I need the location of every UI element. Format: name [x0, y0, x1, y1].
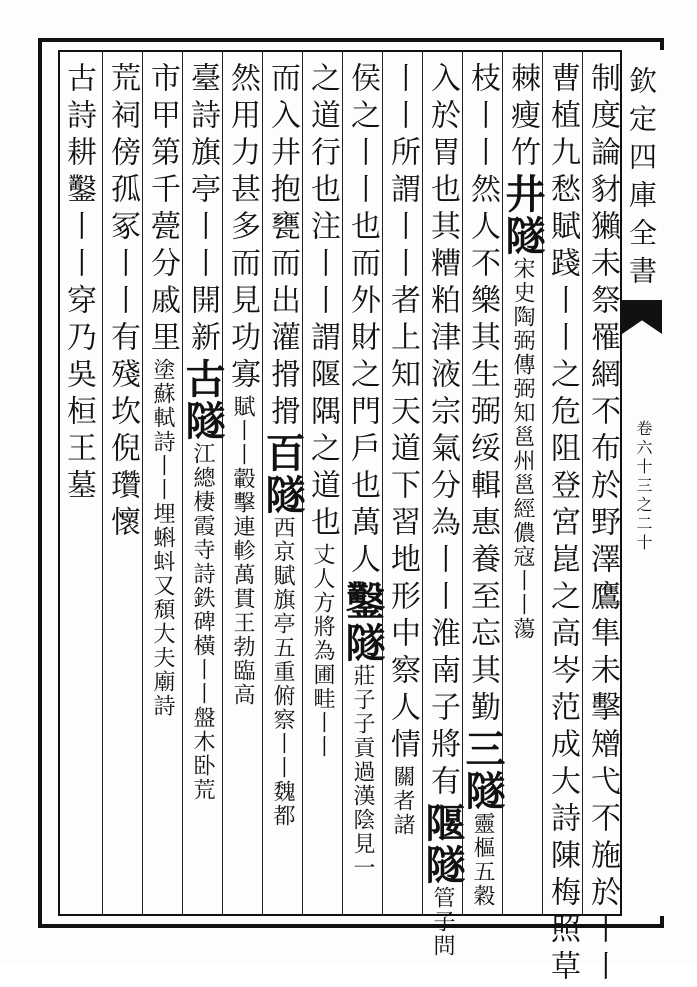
- text-column-3: [500, 62, 544, 910]
- annotation: 丈人方將為圃畦丨丨: [310, 543, 335, 759]
- text-column-1: [580, 62, 624, 987]
- column-text: 古詩耕鑿丨丨穿乃吳桓王墓: [61, 62, 96, 506]
- text-column-12: [140, 62, 184, 910]
- column-text: 市甲第千甍分戚里: [145, 62, 180, 358]
- annotation: 賦丨丨轂擊連軫萬貫王勃臨高: [230, 395, 255, 707]
- column-text: 之道行也注丨丨謂隁隅之道也: [305, 62, 340, 543]
- annotation: 塗蘇軾詩丨丨埋蝌蚪又頹大夫廟詩: [150, 358, 175, 718]
- column-text: 棘瘦竹: [505, 62, 540, 173]
- annotation: 關者諸: [390, 765, 415, 837]
- column-text: 侯之丨丨也而外財之門戶也萬人: [345, 62, 380, 580]
- annotation: 莊子子貢過漢陰見一: [350, 664, 375, 880]
- entry-heading: 百隧: [259, 432, 306, 516]
- column-text: 而入井抱甕而出灌搰搰: [265, 62, 300, 432]
- text-column-11: [180, 62, 224, 910]
- text-column-14: [60, 62, 100, 910]
- entry-heading: 隁隧: [419, 802, 466, 886]
- column-text: 曹植九愁賦踐丨丨之危阻登宮崑之高岑范成大詩陳梅照草: [545, 62, 580, 987]
- annotation: 宋史陶弼傳弼知邕州邕經儂寇丨丨蕩: [510, 257, 535, 641]
- column-text: 入於胃也其糟粕津液宗氣分為丨丨淮南子將有: [425, 62, 460, 802]
- entry-heading: 鑿隧: [339, 580, 386, 664]
- text-column-13: [100, 62, 144, 910]
- text-column-10: [220, 62, 264, 910]
- column-text: 枝丨丨然人不樂其生弼绥輯惠養至忘其勤: [465, 62, 500, 728]
- text-column-9: [260, 62, 304, 910]
- entry-heading: 井隧: [499, 173, 546, 257]
- annotation: 管子問: [430, 886, 455, 958]
- entry-heading: 古隧: [179, 358, 226, 442]
- column-text: 丨丨所謂丨丨者上知天道下習地形中察人情: [385, 62, 420, 765]
- text-column-6: [380, 62, 424, 910]
- column-text: 然用力甚多而見功寡: [225, 62, 260, 395]
- margin-juan-number: 卷六十三之二十: [634, 420, 653, 553]
- entry-heading: 三隧: [459, 728, 506, 812]
- column-text: 臺詩旗亭丨丨開新: [185, 62, 220, 358]
- text-column-8: [300, 62, 344, 910]
- column-text: 荒祠傍孤冢丨丨有殘坎倪瓚懷: [105, 62, 140, 543]
- annotation: 靈樞五穀: [470, 812, 495, 908]
- annotation: 西京賦旗亭五重俯察丨丨魏都: [270, 516, 295, 828]
- text-column-7: [340, 62, 384, 910]
- text-column-4: [460, 62, 504, 910]
- text-column-2: [540, 62, 584, 987]
- margin-book-title: 欽定四庫全書: [625, 66, 658, 294]
- text-column-5: [419, 62, 466, 958]
- column-text: 制度論豺獺未祭罹網不布於野澤鷹隼未擊矰弋不施於丨丨: [585, 62, 620, 987]
- annotation: 江總棲霞寺詩鉄碑橫丨丨盤木卧荒: [190, 442, 215, 802]
